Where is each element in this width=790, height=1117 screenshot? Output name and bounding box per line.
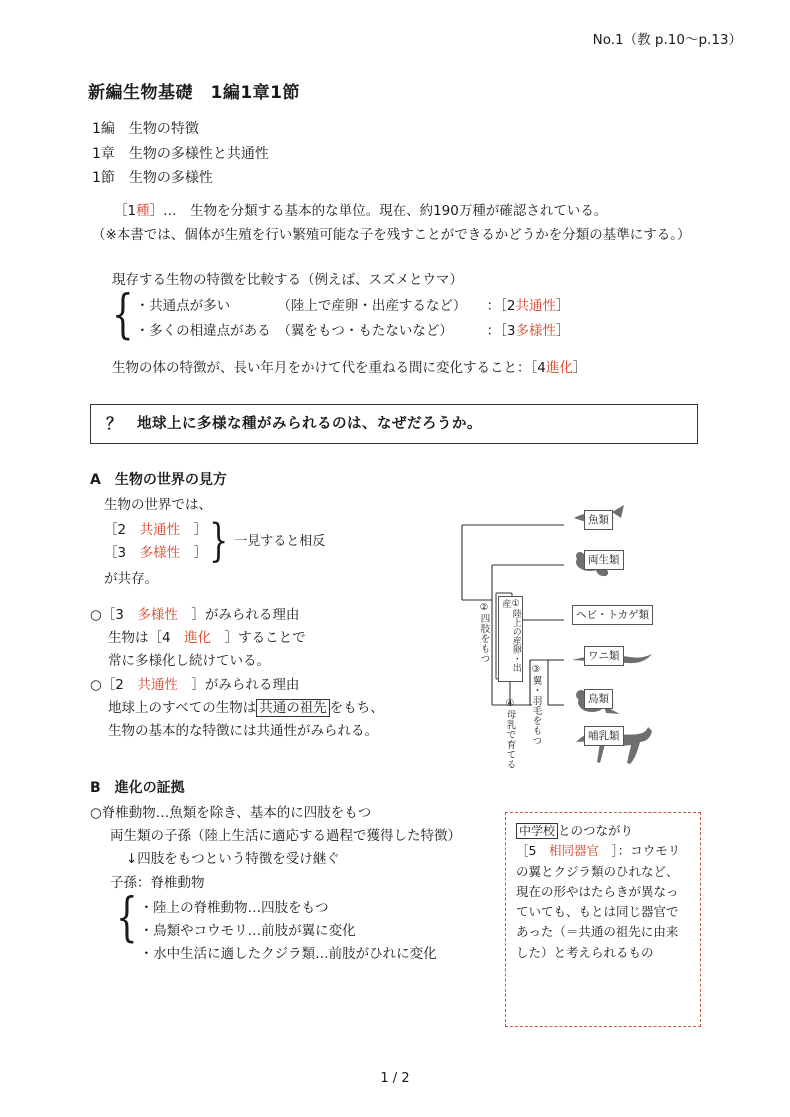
reason-1-line-1-pre: 生物は［4 bbox=[108, 630, 171, 647]
clade-label-squamate: ヘビ・トカゲ類 bbox=[572, 605, 653, 625]
node-label-tetrapod: ②四肢をもつ bbox=[478, 602, 490, 664]
clade-label-amphibian: 両生類 bbox=[584, 550, 624, 570]
comparison-line-1 bbox=[136, 294, 570, 318]
jh-tag-line bbox=[516, 821, 690, 841]
section-b-body bbox=[90, 802, 510, 967]
question-box bbox=[90, 404, 698, 444]
pair-line-2-tail: ］ bbox=[193, 545, 208, 562]
comparison-line-2-text: ・多くの相違点がある （翼をもつ・もたないなど） ：［3 bbox=[135, 322, 516, 339]
comparison-line-1-tail: ］ bbox=[555, 298, 570, 315]
comparison-block bbox=[112, 268, 732, 347]
pair-line-2-pre: ［3 bbox=[104, 545, 127, 562]
node-label-feather: ③翼・羽毛をもつ bbox=[530, 664, 542, 746]
comparison-line-2 bbox=[136, 319, 570, 343]
jh-tag-suffix: とのつながり bbox=[558, 823, 634, 838]
table-of-contents bbox=[92, 117, 269, 191]
pair-line-2 bbox=[104, 542, 207, 565]
definition-line-1-text: ］… 生物を分類する基本的な単位。現在、約190万種が確認されている。 bbox=[149, 203, 608, 219]
section-a-body bbox=[104, 494, 434, 591]
comparison-line-1-text: ・共通点が多い （陸上で産卵・出産するなど） ：［2 bbox=[135, 298, 516, 315]
blank-2-answer: 共通性 bbox=[515, 298, 556, 315]
reason-2-head bbox=[90, 674, 470, 697]
left-brace-b: { bbox=[116, 886, 138, 949]
jh-blank-label: ［5 bbox=[516, 843, 537, 859]
page-number: 1 / 2 bbox=[380, 1070, 410, 1086]
section-a-pair-lines bbox=[104, 519, 207, 565]
toc-item-2: 1章 生物の多様性と共通性 bbox=[92, 145, 269, 162]
jh-tag: 中学校 bbox=[516, 823, 558, 839]
section-b-line-1: ○脊椎動物…魚類を除き、基本的に四肢をもつ bbox=[90, 805, 372, 821]
pair-line-1-tail: ］ bbox=[193, 522, 208, 539]
definition-note: （※本書では、個体が生殖を行い繁殖可能な子を残すことができるかどうかを分類の基準にする。） bbox=[92, 226, 691, 243]
reason-1-head-tail: ］がみられる理由 bbox=[191, 607, 300, 623]
section-b-line-4: 子孫：脊椎動物 bbox=[110, 874, 205, 891]
cladogram-diagram bbox=[452, 470, 742, 770]
comparison-line-2-tail: ］ bbox=[555, 322, 570, 339]
reason-1-head bbox=[90, 604, 470, 627]
section-a-lead: 生物の世界では、 bbox=[104, 497, 212, 513]
reason-1-line-1 bbox=[90, 627, 470, 650]
section-a-reasons bbox=[90, 604, 470, 743]
section-b-branch bbox=[90, 886, 510, 967]
branch-item-1: ・陸上の脊椎動物…四肢をもつ bbox=[139, 899, 329, 916]
pair-note: 一見すると相反 bbox=[234, 534, 326, 550]
reason-1-head-pre: ○［3 bbox=[90, 607, 124, 623]
question-mark-icon: ？ bbox=[105, 413, 122, 433]
question-text: 地球上に多様な種がみられるのは、なぜだろうか。 bbox=[137, 415, 482, 432]
reason-1-answer: 多様性 bbox=[137, 607, 178, 623]
section-a-pair bbox=[104, 515, 434, 568]
jh-blank-post: ］：コウ bbox=[611, 843, 656, 859]
section-b-line-2: 両生類の子孫（陸上生活に適応する過程で獲得した特徴） bbox=[110, 828, 461, 845]
section-a-heading: A 生物の世界の見方 bbox=[90, 472, 227, 488]
section-b-branch-lines bbox=[140, 895, 437, 967]
clade-label-bird: 鳥類 bbox=[584, 689, 613, 709]
clade-label-crocodile: ワニ類 bbox=[584, 646, 624, 666]
blank-1-answer: 種 bbox=[136, 203, 150, 219]
reason-2-line-1-pre: 地球上のすべての生物は bbox=[108, 699, 257, 716]
pair-line-1-answer: 共通性 bbox=[139, 522, 181, 539]
blank-4-answer: 進化 bbox=[545, 360, 573, 376]
pair-line-2-answer: 多様性 bbox=[139, 545, 181, 562]
section-a-coexist: が共存。 bbox=[104, 570, 158, 587]
reason-2-head-tail: ］がみられる理由 bbox=[191, 676, 300, 693]
blank-3-answer: 多様性 bbox=[515, 322, 556, 339]
toc-item-1: 1編 生物の特徴 bbox=[92, 121, 199, 137]
toc-item-3: 1節 生物の多様性 bbox=[92, 170, 213, 186]
evolution-definition bbox=[112, 358, 586, 379]
jh-body-text: モリの翼とクジラ類のひれなど、現在の形やはたらきが異なっていても、もとは同じ器官であった（＝共通の祖先に由来した）と考えられるもの bbox=[516, 843, 681, 960]
right-brace: } bbox=[209, 515, 229, 568]
common-ancestor-box: 共通の祖先 bbox=[256, 699, 330, 717]
reason-2-head-pre: ○［2 bbox=[90, 676, 124, 693]
evolution-definition-text: 生物の体の特徴が、長い年月をかけて代を重ねる間に変化すること：［4 bbox=[112, 360, 546, 376]
blank-5-answer: 相同器官 bbox=[548, 843, 599, 859]
reason-1-line-1-tail: ］することで bbox=[224, 630, 306, 647]
reason-2-line-1 bbox=[90, 697, 470, 720]
comparison-brace-row bbox=[112, 284, 732, 347]
pair-line-1 bbox=[104, 519, 207, 542]
comparison-lead: 現存する生物の特徴を比較する（例えば、スズメとウマ） bbox=[112, 272, 463, 288]
page-title: 新編生物基礎 1編1章1節 bbox=[88, 83, 300, 103]
section-b-heading: B 進化の証拠 bbox=[90, 780, 185, 796]
reason-item-1 bbox=[90, 604, 470, 674]
branch-item-3: ・水中生活に適したクジラ類…前肢がひれに変化 bbox=[139, 946, 437, 963]
branch-item-2: ・鳥類やコウモリ…前肢が翼に変化 bbox=[139, 923, 356, 940]
reason-2-answer: 共通性 bbox=[137, 676, 178, 693]
definition-line-1 bbox=[92, 200, 732, 224]
header-note: No.1（教 p.10〜p.13） bbox=[592, 32, 742, 48]
clade-label-fish: 魚類 bbox=[584, 510, 613, 530]
clade-label-mammal: 哺乳類 bbox=[584, 726, 624, 746]
pair-line-1-pre: ［2 bbox=[104, 522, 127, 539]
junior-high-connection-box bbox=[505, 812, 701, 1027]
definition-block bbox=[92, 200, 732, 247]
left-brace: { bbox=[112, 284, 134, 347]
reason-item-2 bbox=[90, 674, 470, 744]
section-b-line-3: ↓四肢をもつという特徴を受け継ぐ bbox=[126, 851, 340, 868]
reason-2-line-2: 生物の基本的な特徴には共通性がみられる。 bbox=[108, 723, 378, 740]
evolution-definition-tail: ］ bbox=[572, 360, 587, 376]
jh-body bbox=[516, 841, 690, 963]
node-label-terrestrial: ①陸上の産卵・出産 bbox=[498, 596, 523, 682]
node-label-milk: ④母乳で育てる bbox=[504, 698, 516, 770]
comparison-lines bbox=[136, 292, 570, 343]
blank-1-label: ［1 bbox=[114, 203, 137, 219]
reason-1-line-1-answer: 進化 bbox=[184, 630, 212, 647]
reason-2-line-1-tail: をもち、 bbox=[329, 699, 384, 716]
reason-1-line-2: 常に多様化し続けている。 bbox=[108, 653, 270, 670]
